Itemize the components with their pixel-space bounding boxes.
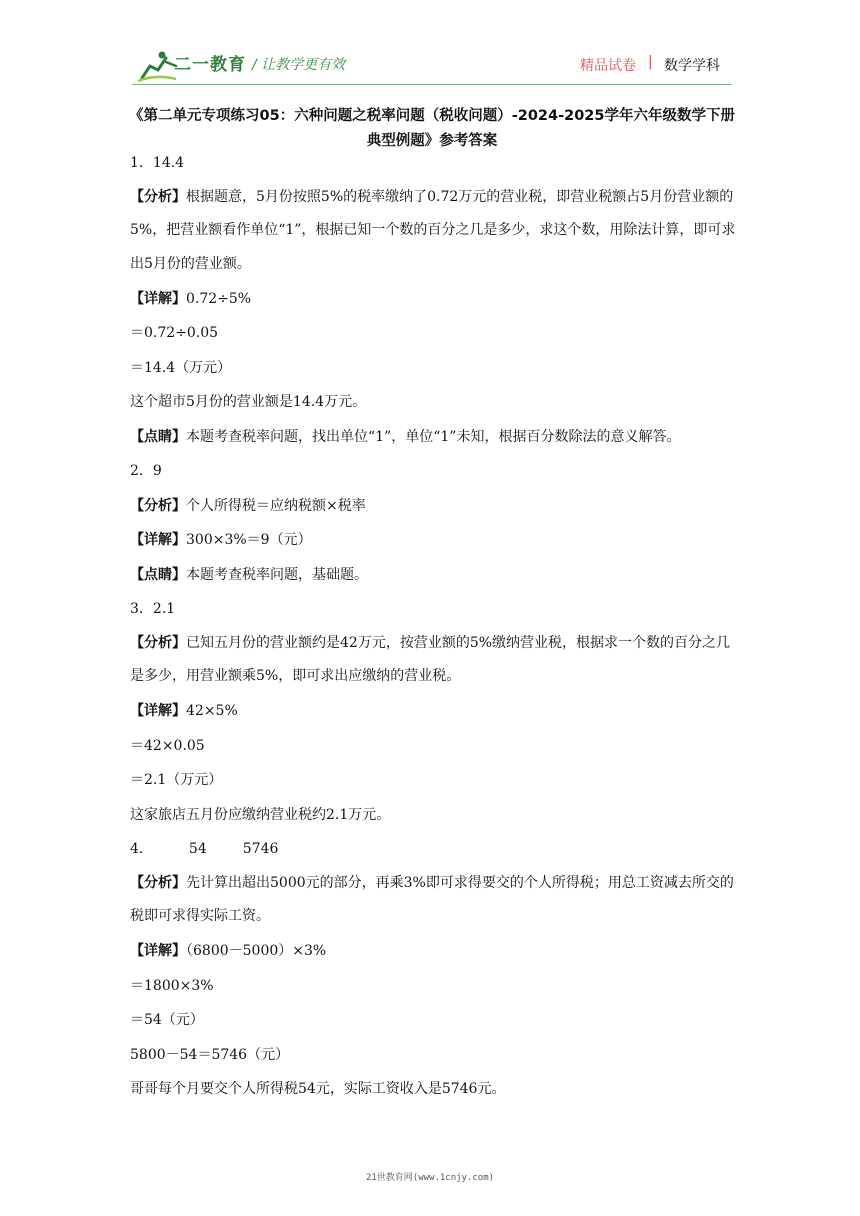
detail-label: 【详解】 bbox=[130, 290, 186, 307]
answer-content bbox=[130, 154, 736, 1115]
q3-detail bbox=[130, 702, 736, 720]
q1-conclusion: 这个超市5月份的营业额是14.4万元。 bbox=[130, 394, 367, 410]
q4-conclusion: 哥哥每个月要交个人所得税54元，实际工资收入是5746元。 bbox=[130, 1081, 506, 1097]
q2-analysis-text: 个人所得税＝应纳税额×税率 bbox=[186, 497, 366, 514]
q3-analysis-text: 已知五月份的营业额约是42万元，按营业额的5%缴纳营业税，根据求一个数的百分之几是多少，用营业额乘5%，即可求出应缴纳的营业税。 bbox=[130, 634, 731, 684]
q1-detail-step-2: ＝0.72÷0.05 bbox=[130, 325, 219, 341]
q4-answer-b: 5746 bbox=[242, 841, 279, 857]
q4-detail-step-1: （6800－5000）×3% bbox=[186, 943, 327, 959]
q2-answer: 2．9 bbox=[130, 463, 162, 479]
q3-conclusion: 这家旅店五月份应缴纳营业税约2.1万元。 bbox=[130, 806, 391, 823]
q3-detail-step-3: ＝2.1（万元） bbox=[130, 772, 223, 788]
q3-detail-step-1: 42×5% bbox=[186, 703, 238, 719]
header-divider bbox=[132, 84, 732, 85]
q1-analysis-text: 根据题意，5月份按照5%的税率缴纳了0.72万元的营业税，即营业税额占5月份营业额的5%，把营业额看作单位“1”，根据已知一个数的百分之几是多少，求这个数，用除法计算，即可求出5月份的营业额。 bbox=[130, 188, 736, 272]
tag-premium-paper: 精品试卷 bbox=[580, 58, 636, 74]
q4-answer bbox=[130, 840, 736, 858]
analysis-label: 【分析】 bbox=[130, 634, 186, 651]
page-header bbox=[132, 42, 732, 86]
detail-label: 【详解】 bbox=[130, 532, 186, 548]
q1-detail-step-1: 0.72÷5% bbox=[186, 290, 252, 307]
q4-number: 4． bbox=[130, 841, 153, 857]
q2-detail-step-1: 300×3%＝9（元） bbox=[186, 532, 312, 548]
q1-comment-text: 本题考查税率问题，找出单位“1”，单位“1”未知，根据百分数除法的意义解答。 bbox=[186, 428, 681, 445]
q4-analysis bbox=[130, 867, 736, 934]
tag-subject: 数学学科 bbox=[664, 58, 720, 74]
q4-detail-step-3: ＝54（元） bbox=[130, 1012, 204, 1028]
q1-detail-step-3: ＝14.4（万元） bbox=[130, 359, 232, 376]
q1-comment bbox=[130, 428, 736, 446]
analysis-label: 【分析】 bbox=[130, 188, 186, 205]
detail-label: 【详解】 bbox=[130, 943, 186, 959]
q2-comment bbox=[130, 566, 736, 584]
q4-analysis-text: 先计算出超出5000元的部分，再乘3%即可求得要交的个人所得税；用总工资减去所交的税即可求得实际工资。 bbox=[130, 874, 734, 924]
q2-analysis bbox=[130, 497, 736, 515]
logo-text: 二一教育 bbox=[174, 55, 246, 75]
slogan: / 让教学更有效 bbox=[252, 57, 346, 73]
analysis-label: 【分析】 bbox=[130, 874, 186, 891]
q3-analysis bbox=[130, 627, 736, 694]
q3-answer: 3．2.1 bbox=[130, 601, 176, 617]
comment-label: 【点睛】 bbox=[130, 566, 186, 583]
q1-detail bbox=[130, 290, 736, 308]
header-separator: | bbox=[648, 54, 653, 70]
analysis-label: 【分析】 bbox=[130, 497, 186, 514]
q4-detail-step-4: 5800－54＝5746（元） bbox=[130, 1046, 290, 1063]
q4-detail bbox=[130, 942, 736, 960]
comment-label: 【点睛】 bbox=[130, 428, 186, 445]
page-footer: 21世教育网(www.1cnjy.com) bbox=[365, 1173, 495, 1183]
q4-detail-step-2: ＝1800×3% bbox=[130, 977, 214, 994]
q2-detail bbox=[130, 531, 736, 549]
q1-analysis bbox=[130, 181, 736, 282]
q2-comment-text: 本题考查税率问题，基础题。 bbox=[186, 566, 368, 583]
q1-answer: 1．14.4 bbox=[130, 155, 185, 171]
q4-answer-a: 54 bbox=[188, 841, 207, 857]
document-title: 《第二单元专项练习05：六种问题之税率问题（税收问题）-2024-2025学年六年级数学下册典型例题》参考答案 bbox=[129, 108, 735, 149]
q3-detail-step-2: ＝42×0.05 bbox=[130, 737, 205, 754]
detail-label: 【详解】 bbox=[130, 703, 186, 719]
